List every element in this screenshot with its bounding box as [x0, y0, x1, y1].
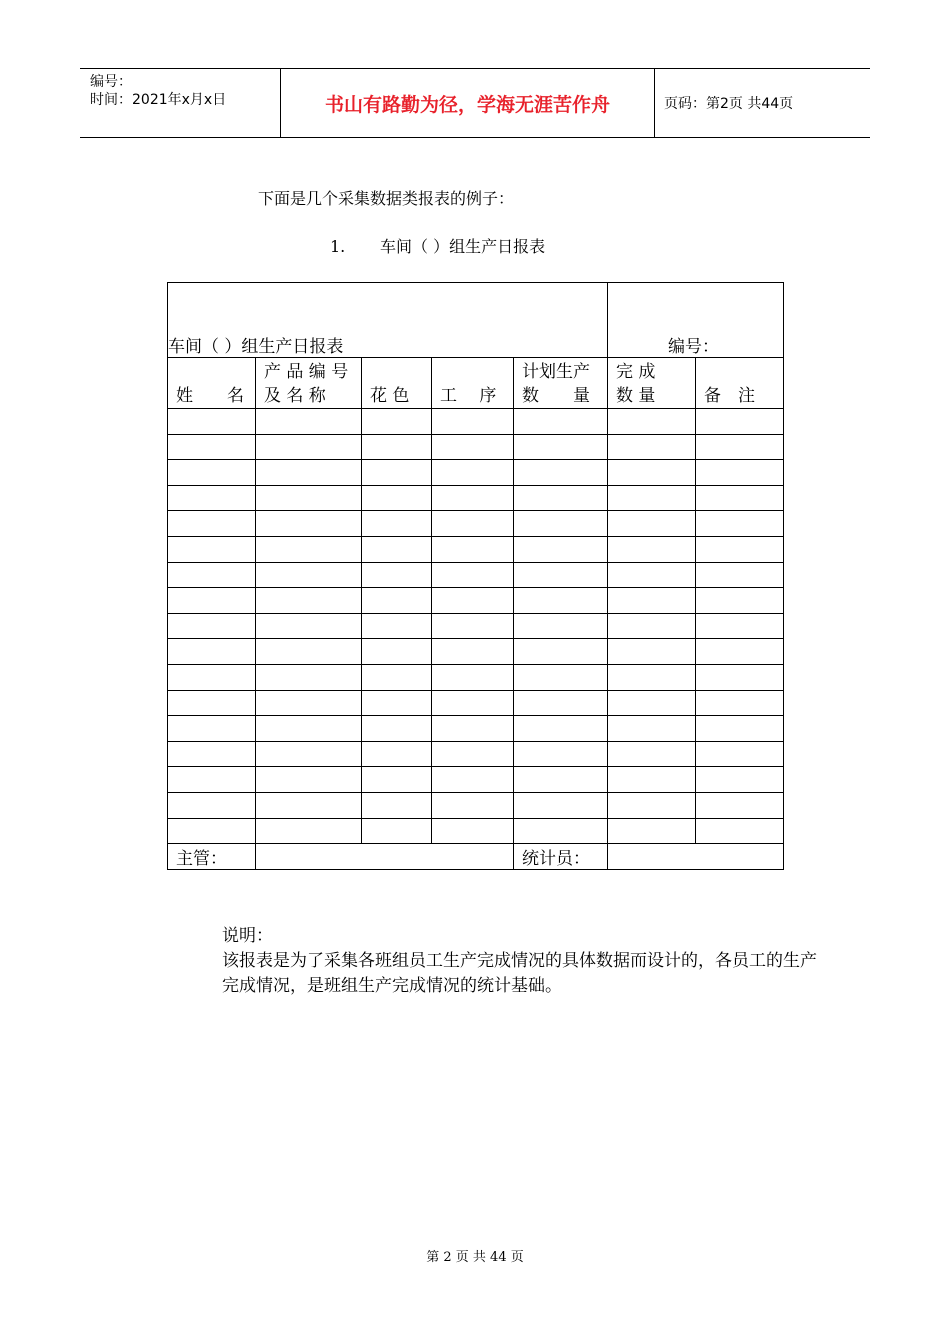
table-cell — [432, 511, 514, 537]
table-cell — [696, 511, 784, 537]
table-cell — [256, 562, 362, 588]
table-cell — [608, 485, 696, 511]
table-cell — [696, 562, 784, 588]
col-completed-line1: 完 成 — [616, 362, 656, 382]
table-cell — [256, 536, 362, 562]
table-cell — [696, 613, 784, 639]
table-cell — [256, 741, 362, 767]
table-cell — [362, 818, 432, 844]
table-cell — [168, 434, 256, 460]
header-number-label: 编号： — [90, 74, 132, 90]
col-completed-header — [608, 358, 696, 409]
table-title-row — [168, 283, 784, 358]
table-cell — [256, 613, 362, 639]
table-cell — [514, 690, 608, 716]
table-cell — [696, 741, 784, 767]
table-cell — [696, 690, 784, 716]
table-cell — [168, 409, 256, 435]
col-planned-line1: 计划生产 — [522, 362, 590, 382]
table-cell — [514, 664, 608, 690]
table-cell — [256, 664, 362, 690]
table-cell — [432, 613, 514, 639]
table-cell — [608, 767, 696, 793]
table-cell — [362, 767, 432, 793]
table-cell — [608, 434, 696, 460]
table-cell — [608, 639, 696, 665]
table-cell — [362, 639, 432, 665]
note-section — [222, 924, 822, 999]
table-header-row — [168, 358, 784, 409]
table-cell — [432, 716, 514, 742]
table-cell — [256, 409, 362, 435]
table-cell — [696, 639, 784, 665]
table-cell — [432, 639, 514, 665]
table-row — [168, 639, 784, 665]
table-cell — [514, 639, 608, 665]
table-cell — [514, 767, 608, 793]
table-cell — [256, 588, 362, 614]
table-cell — [362, 409, 432, 435]
table-row — [168, 536, 784, 562]
table-cell — [608, 716, 696, 742]
table-cell — [608, 536, 696, 562]
table-cell — [362, 562, 432, 588]
table-cell — [696, 767, 784, 793]
table-cell — [362, 460, 432, 486]
table-cell — [168, 562, 256, 588]
table-cell — [432, 741, 514, 767]
table-row — [168, 588, 784, 614]
table-cell — [362, 664, 432, 690]
report-caption — [330, 234, 545, 257]
table-cell — [362, 588, 432, 614]
note-label: 说明： — [222, 926, 273, 946]
table-cell — [696, 460, 784, 486]
table-cell — [608, 460, 696, 486]
table-cell — [514, 716, 608, 742]
table-cell — [168, 536, 256, 562]
table-cell — [256, 716, 362, 742]
daily-report-table — [167, 282, 784, 870]
header-divider — [654, 69, 655, 137]
table-cell — [168, 792, 256, 818]
header-motto: 书山有路勤为径，学海无涯苦作舟 — [324, 93, 610, 116]
table-cell — [432, 767, 514, 793]
table-cell — [362, 536, 432, 562]
table-cell — [514, 409, 608, 435]
table-cell — [362, 690, 432, 716]
table-cell — [514, 511, 608, 537]
table-row — [168, 818, 784, 844]
table-cell — [168, 485, 256, 511]
table-row — [168, 409, 784, 435]
table-cell — [168, 767, 256, 793]
table-cell — [256, 690, 362, 716]
table-row — [168, 562, 784, 588]
table-cell — [696, 588, 784, 614]
table-cell — [432, 664, 514, 690]
table-cell — [168, 664, 256, 690]
table-cell — [432, 818, 514, 844]
table-cell — [168, 588, 256, 614]
table-cell — [432, 460, 514, 486]
table-cell — [432, 792, 514, 818]
table-cell — [514, 562, 608, 588]
col-completed-line2: 数 量 — [616, 386, 656, 406]
table-cell — [608, 613, 696, 639]
table-cell — [608, 511, 696, 537]
table-cell — [514, 741, 608, 767]
table-cell — [362, 741, 432, 767]
table-row — [168, 485, 784, 511]
col-name-header: 姓 名 — [168, 358, 256, 409]
table-cell — [696, 485, 784, 511]
table-cell — [362, 485, 432, 511]
table-cell — [432, 588, 514, 614]
table-cell — [256, 767, 362, 793]
table-cell — [608, 818, 696, 844]
table-cell — [362, 434, 432, 460]
table-footer-row — [168, 844, 784, 870]
col-product-line2: 及 名 称 — [264, 386, 326, 406]
table-cell — [514, 434, 608, 460]
table-row — [168, 511, 784, 537]
table-cell — [256, 792, 362, 818]
col-planned-line2: 数 量 — [522, 386, 590, 406]
table-cell — [696, 818, 784, 844]
table-cell — [256, 639, 362, 665]
page-header — [80, 68, 870, 138]
table-cell — [514, 460, 608, 486]
table-cell — [362, 716, 432, 742]
header-date: 时间：2021年x月x日 — [90, 92, 227, 108]
table-cell — [168, 613, 256, 639]
table-cell — [608, 792, 696, 818]
table-row — [168, 690, 784, 716]
table-cell — [608, 588, 696, 614]
table-row — [168, 613, 784, 639]
table-cell — [696, 716, 784, 742]
table-cell — [168, 460, 256, 486]
table-cell — [256, 511, 362, 537]
table-cell — [514, 485, 608, 511]
table-cell — [432, 536, 514, 562]
table-row — [168, 460, 784, 486]
table-cell — [608, 409, 696, 435]
table-row — [168, 716, 784, 742]
table-cell — [432, 485, 514, 511]
table-row — [168, 741, 784, 767]
table-cell — [432, 434, 514, 460]
col-color-header: 花 色 — [362, 358, 432, 409]
table-cell — [514, 818, 608, 844]
table-cell — [608, 690, 696, 716]
header-page-info: 页码：第2页 共44页 — [664, 96, 794, 112]
col-planned-header — [514, 358, 608, 409]
table-cell — [432, 409, 514, 435]
col-product-line1: 产 品 编 号 — [264, 362, 349, 382]
note-text: 该报表是为了采集各班组员工生产完成情况的具体数据而设计的，各员工的生产完成情况，是班组生产完成情况的统计基础。 — [222, 951, 817, 996]
table-cell — [608, 664, 696, 690]
table-cell — [256, 485, 362, 511]
table-cell — [362, 613, 432, 639]
table-cell — [168, 818, 256, 844]
supervisor-field — [256, 844, 514, 870]
table-cell — [696, 536, 784, 562]
table-cell — [256, 434, 362, 460]
table-cell — [168, 741, 256, 767]
caption-title: 车间（ ）组生产日报表 — [380, 237, 546, 256]
table-cell — [608, 562, 696, 588]
table-cell — [362, 511, 432, 537]
col-process-header: 工 序 — [432, 358, 514, 409]
table-cell — [514, 588, 608, 614]
table-row — [168, 767, 784, 793]
col-product-header — [256, 358, 362, 409]
statistician-field — [608, 844, 784, 870]
table-cell — [256, 460, 362, 486]
table-cell — [696, 664, 784, 690]
caption-number: 1. — [330, 237, 346, 256]
statistician-label: 统计员： — [514, 844, 608, 870]
table-cell — [696, 792, 784, 818]
table-row — [168, 434, 784, 460]
intro-text: 下面是几个采集数据类报表的例子： — [258, 189, 515, 208]
table-cell — [168, 690, 256, 716]
table-cell — [168, 716, 256, 742]
table-cell — [256, 818, 362, 844]
table-body — [168, 409, 784, 844]
table-cell — [514, 536, 608, 562]
table-cell — [168, 639, 256, 665]
col-remarks-header: 备 注 — [696, 358, 784, 409]
report-number-label: 编号： — [608, 283, 784, 358]
table-cell — [432, 690, 514, 716]
table-row — [168, 792, 784, 818]
table-cell — [514, 613, 608, 639]
table-cell — [696, 434, 784, 460]
table-cell — [168, 511, 256, 537]
supervisor-label: 主管： — [168, 844, 256, 870]
page-footer: 第 2 页 共 44 页 — [426, 1250, 524, 1265]
table-cell — [608, 741, 696, 767]
table-cell — [362, 792, 432, 818]
table-cell — [514, 792, 608, 818]
table-cell — [432, 562, 514, 588]
header-meta — [90, 73, 226, 109]
table-row — [168, 664, 784, 690]
table-cell — [696, 409, 784, 435]
report-title: 车间（ ）组生产日报表 — [168, 283, 608, 358]
